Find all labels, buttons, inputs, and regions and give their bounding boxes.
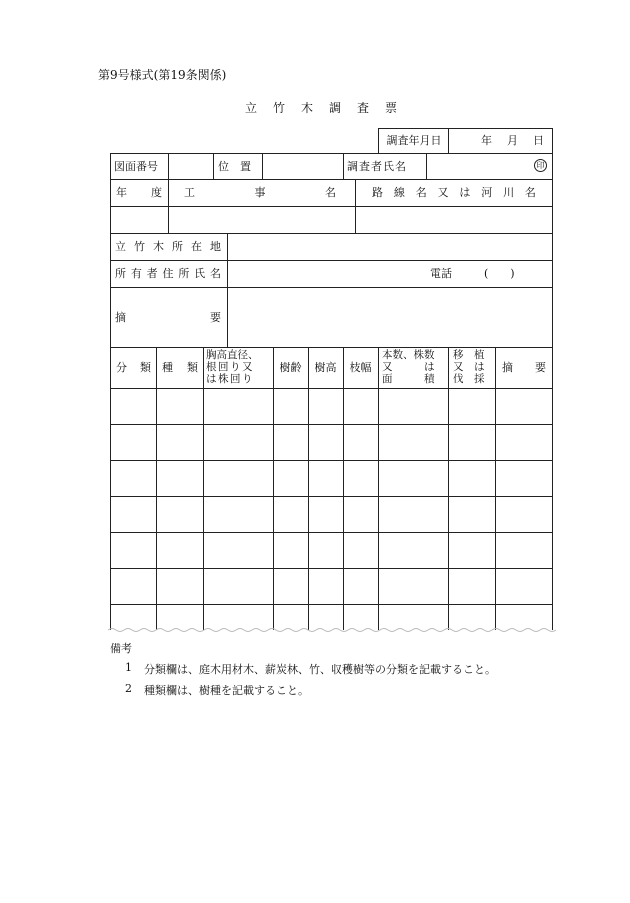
note-2-number: 2 xyxy=(125,682,132,695)
owner-char-7: 名 xyxy=(209,267,221,280)
notes-title: 備考 xyxy=(110,642,132,655)
survey-date-value: 年 月 日 xyxy=(481,134,546,147)
seal-mark xyxy=(534,159,547,172)
seal-text: 印 xyxy=(536,160,545,170)
col-height: 樹高 xyxy=(314,361,337,374)
location-char-3: 木 xyxy=(153,240,164,253)
col-classification-char-1: 分 xyxy=(116,361,127,374)
owner-char-1: 所 xyxy=(115,267,126,280)
col-transplant-line-2: 又 は xyxy=(453,360,485,373)
col-classification xyxy=(116,347,151,388)
col-count-line-2: 又 は xyxy=(382,360,435,373)
form-title: 立 竹 木 調 査 票 xyxy=(245,101,400,115)
col-branch-width: 枝幅 xyxy=(349,361,372,374)
position-label: 位 置 xyxy=(218,159,251,173)
col-count-area xyxy=(382,347,446,388)
location-char-4: 所 xyxy=(172,240,183,253)
phone-parens: ( ) xyxy=(484,267,515,280)
owner-char-3: 者 xyxy=(146,267,158,280)
year-char-2: 度 xyxy=(151,186,162,199)
work-name-char-3: 名 xyxy=(325,186,336,199)
route-char-8: 名 xyxy=(524,186,536,199)
owner-char-2: 有 xyxy=(130,267,142,280)
col-remarks xyxy=(502,347,546,388)
col-classification-char-2: 類 xyxy=(140,361,151,374)
col-count-line-3: 面 積 xyxy=(382,373,435,385)
location-label xyxy=(115,233,221,260)
col-transplant-line-3: 伐 採 xyxy=(453,373,485,385)
phone-label: 電話 xyxy=(430,267,452,280)
form-number: 第9号様式(第19条関係) xyxy=(98,68,227,82)
summary-char-2: 要 xyxy=(210,310,221,324)
col-chest-line-2: 根回り又 xyxy=(206,360,254,373)
work-name-char-2: 事 xyxy=(254,186,266,199)
note-1-text: 分類欄は、庭木用材木、薪炭林、竹、収穫樹等の分類を記載すること。 xyxy=(144,663,496,676)
col-count-line-1: 本数、株数 xyxy=(382,348,435,361)
owner-char-4: 住 xyxy=(162,267,174,280)
note-2-text: 種類欄は、樹種を記載すること。 xyxy=(144,684,309,697)
work-name-char-1: 工 xyxy=(184,186,195,199)
route-char-1: 路 xyxy=(372,186,383,199)
col-remarks-char-2: 要 xyxy=(535,361,546,374)
surveyor-name-label: 調査者氏名 xyxy=(347,159,407,173)
col-transplant xyxy=(453,347,493,388)
col-species-char-1: 種 xyxy=(162,361,173,374)
col-species-char-2: 類 xyxy=(187,361,198,374)
owner-label xyxy=(115,260,221,287)
year-header xyxy=(116,179,162,206)
location-char-5: 在 xyxy=(191,240,202,253)
note-1-number: 1 xyxy=(125,661,132,674)
owner-char-6: 氏 xyxy=(194,267,206,280)
summary-label xyxy=(115,287,221,347)
survey-date-label: 調査年月日 xyxy=(386,134,442,147)
table-cut-edge xyxy=(108,625,556,635)
col-species xyxy=(162,347,198,388)
year-char-1: 年 xyxy=(116,186,127,199)
map-number-label: 図面番号 xyxy=(114,159,158,173)
col-chest-line-1: 胸高直径、 xyxy=(206,348,259,361)
col-age: 樹齢 xyxy=(279,361,302,374)
route-name-header xyxy=(372,179,536,206)
col-transplant-line-1: 移 植 xyxy=(453,348,485,361)
route-char-7: 川 xyxy=(503,186,515,199)
route-char-3: 名 xyxy=(415,186,427,199)
work-name-header xyxy=(184,179,336,206)
col-chest-diameter xyxy=(206,347,272,388)
route-char-2: 線 xyxy=(393,186,405,199)
owner-char-5: 所 xyxy=(178,267,190,280)
route-char-5: は xyxy=(459,186,471,199)
location-char-6: 地 xyxy=(210,240,221,253)
route-char-6: 河 xyxy=(481,186,493,199)
route-char-4: 又 xyxy=(437,186,449,199)
location-char-1: 立 xyxy=(115,240,126,253)
col-chest-line-3: は株回り xyxy=(206,373,254,385)
location-char-2: 竹 xyxy=(134,240,145,253)
col-remarks-char-1: 摘 xyxy=(502,361,513,374)
summary-char-1: 摘 xyxy=(115,310,126,324)
